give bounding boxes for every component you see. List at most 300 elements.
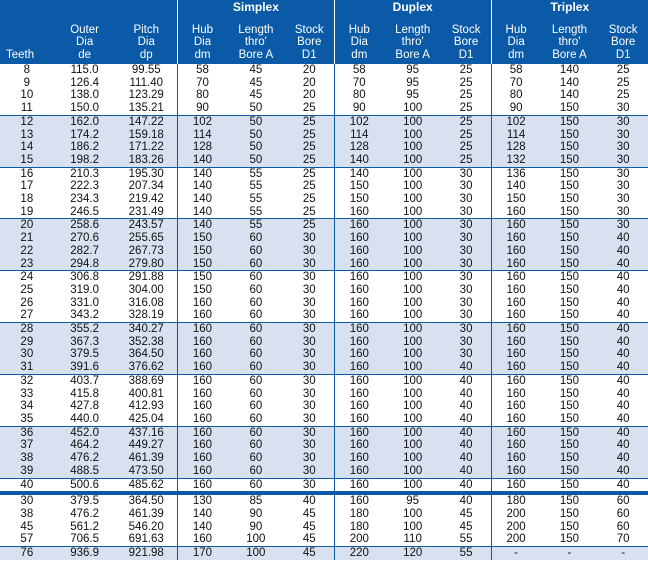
cell-duplex-bore: 40 — [442, 361, 492, 374]
cell-simplex-hub: 150 — [177, 258, 227, 271]
table-row — [0, 245, 648, 258]
cell-duplex-hub: 160 — [334, 478, 384, 491]
cell-pitch-dia: 461.39 — [128, 507, 164, 520]
cell-triplex-length: 150 — [559, 495, 580, 508]
cell-outer-dia: 282.7 — [54, 245, 116, 258]
cell-simplex-length: 60 — [227, 245, 285, 258]
cell-outer-dia: 500.6 — [54, 478, 116, 491]
cell-duplex-hub: 160 — [334, 271, 384, 284]
cell-simplex-hub: 150 — [177, 232, 227, 245]
cell-simplex-hub: 130 — [177, 495, 227, 508]
cell-triplex-bore: 60 — [616, 495, 630, 508]
table-row — [0, 193, 648, 206]
cell-simplex-bore: 30 — [302, 309, 316, 322]
cell-triplex-length: 150 — [541, 167, 599, 180]
cell-teeth: 22 — [0, 245, 54, 258]
cell-simplex-length: 60 — [227, 374, 285, 387]
cell-triplex-bore: 30 — [616, 205, 630, 218]
cell-duplex-hub: 160 — [334, 258, 384, 271]
triplex-stock-bore-header-line: Bore — [611, 36, 636, 48]
group-simplex: Simplex — [177, 0, 334, 14]
duplex-stock-bore-header-line: D1 — [458, 48, 474, 61]
cell-simplex-length: 90 — [249, 507, 263, 520]
cell-triplex-bore: 30 — [616, 193, 630, 206]
simplex-hub-dia-header-line: dm — [194, 48, 211, 61]
cell-duplex-bore: 45 — [459, 520, 473, 533]
cell-outer-dia: 367.3 — [54, 336, 116, 349]
cell-simplex-length: 60 — [227, 336, 285, 349]
cell-outer-dia: 440.0 — [70, 412, 99, 425]
cell-duplex-bore: 30 — [442, 167, 492, 180]
cell-outer-dia: 379.5 — [54, 348, 116, 361]
cell-simplex-length: 60 — [249, 387, 263, 400]
outer-dia-header-line: de — [78, 48, 91, 61]
cell-triplex-hub: 160 — [491, 388, 541, 401]
cell-simplex-length: 55 — [227, 167, 285, 180]
duplex-hub-dia-header-line: dm — [351, 48, 368, 61]
cell-simplex-length: 55 — [249, 205, 263, 218]
cell-teeth: 40 — [0, 478, 54, 491]
cell-teeth: 33 — [20, 387, 34, 400]
cell-triplex-hub: 160 — [491, 232, 541, 245]
cell-triplex-bore: 30 — [616, 102, 630, 115]
cell-duplex-hub: 160 — [334, 309, 384, 322]
cell-teeth: 21 — [0, 232, 54, 245]
cell-pitch-dia: 316.08 — [128, 296, 164, 309]
cell-simplex-hub: 140 — [177, 154, 227, 167]
table-row — [0, 206, 648, 219]
cell-simplex-hub: 160 — [177, 348, 227, 361]
cell-outer-dia: 415.8 — [70, 387, 99, 400]
cell-simplex-hub: 160 — [177, 439, 227, 452]
simplex-stock-bore-header-line: Bore — [297, 36, 322, 48]
cell-triplex-bore: 40 — [616, 387, 630, 400]
cell-simplex-hub: 160 — [177, 452, 227, 465]
cell-triplex-hub: 180 — [491, 495, 541, 508]
cell-triplex-bore: 30 — [598, 141, 648, 154]
cell-outer-dia: 270.6 — [54, 232, 116, 245]
cell-teeth: 10 — [20, 89, 34, 102]
duplex-length-header-line: thro' — [401, 36, 424, 48]
table-row — [0, 102, 648, 115]
cell-duplex-length: 100 — [403, 520, 423, 533]
cell-duplex-bore: 30 — [442, 245, 492, 258]
cell-pitch-dia: 123.29 — [128, 89, 164, 102]
cell-simplex-length: 50 — [227, 129, 285, 142]
cell-simplex-hub: 58 — [177, 64, 227, 77]
cell-simplex-length: 60 — [249, 296, 263, 309]
cell-triplex-length: 150 — [541, 115, 599, 128]
cell-duplex-length: 95 — [406, 76, 420, 89]
cell-duplex-bore: 25 — [442, 141, 492, 154]
cell-outer-dia: 162.0 — [54, 115, 116, 128]
cell-simplex-bore: 30 — [285, 258, 335, 271]
table-row — [0, 547, 648, 560]
cell-simplex-length: 60 — [249, 400, 263, 413]
cell-duplex-length: 100 — [384, 323, 442, 336]
cell-pitch-dia: 400.81 — [128, 387, 164, 400]
triplex-hub-dia-header-line: Hub — [505, 23, 527, 36]
cell-duplex-bore: 40 — [459, 387, 473, 400]
cell-duplex-length: 100 — [403, 387, 423, 400]
cell-teeth: 57 — [20, 533, 34, 546]
cell-duplex-length: 100 — [403, 309, 423, 322]
cell-simplex-hub: 160 — [177, 361, 227, 374]
cell-outer-dia: 234.3 — [70, 193, 99, 206]
cell-triplex-hub: 160 — [491, 361, 541, 374]
cell-duplex-hub: 180 — [334, 508, 384, 521]
cell-simplex-bore: 30 — [302, 400, 316, 413]
cell-triplex-bore: 40 — [616, 412, 630, 425]
header-blank — [0, 0, 177, 14]
group-duplex: Duplex — [334, 0, 491, 14]
cell-simplex-bore: 30 — [285, 232, 335, 245]
cell-pitch-dia: 340.27 — [116, 323, 178, 336]
cell-outer-dia: 246.5 — [70, 205, 99, 218]
cell-triplex-length: 150 — [541, 271, 599, 284]
cell-simplex-length: 100 — [246, 533, 266, 546]
cell-triplex-bore: 60 — [616, 507, 630, 520]
cell-duplex-bore: 25 — [459, 76, 473, 89]
cell-triplex-bore: 40 — [616, 309, 630, 322]
cell-triplex-bore: 30 — [598, 219, 648, 232]
cell-triplex-hub: 160 — [491, 284, 541, 297]
cell-outer-dia: 343.2 — [70, 309, 99, 322]
table-row — [0, 426, 648, 439]
table-row — [0, 284, 648, 297]
cell-teeth: 76 — [0, 547, 54, 560]
cell-simplex-bore: 30 — [285, 348, 335, 361]
cell-triplex-length: 150 — [541, 465, 599, 478]
cell-pitch-dia: 328.19 — [128, 309, 164, 322]
table-row — [0, 323, 648, 336]
cell-duplex-length: 100 — [384, 336, 442, 349]
cell-triplex-hub: 160 — [491, 258, 541, 271]
table-row — [0, 154, 648, 167]
cell-duplex-hub: 140 — [334, 167, 384, 180]
table-row — [0, 64, 648, 77]
cell-triplex-bore: 40 — [598, 336, 648, 349]
cell-triplex-length: 150 — [559, 180, 580, 193]
cell-duplex-bore: 55 — [442, 547, 492, 560]
cell-outer-dia: 488.5 — [54, 465, 116, 478]
cell-duplex-bore: 40 — [442, 426, 492, 439]
cell-triplex-length: 150 — [541, 232, 599, 245]
cell-duplex-length: 100 — [384, 361, 442, 374]
cell-triplex-bore: 40 — [598, 465, 648, 478]
cell-simplex-bore: 30 — [285, 323, 335, 336]
simplex-length-header-line: Length — [238, 23, 274, 36]
duplex-stock-bore-header — [442, 14, 492, 64]
cell-duplex-hub: 160 — [334, 426, 384, 439]
cell-duplex-bore: 25 — [459, 64, 473, 76]
duplex-hub-dia-header-line: Hub — [348, 23, 370, 36]
cell-triplex-hub: 160 — [491, 245, 541, 258]
table-row — [0, 180, 648, 193]
cell-simplex-length: 50 — [227, 115, 285, 128]
cell-outer-dia: 476.2 — [70, 507, 99, 520]
cell-duplex-length: 100 — [384, 374, 442, 387]
table-row — [0, 465, 648, 478]
cell-duplex-length: 100 — [403, 205, 423, 218]
cell-triplex-length: 150 — [541, 439, 599, 452]
cell-pitch-dia: 111.40 — [129, 76, 163, 89]
cell-simplex-length: 60 — [227, 271, 285, 284]
simplex-stock-bore-header — [285, 14, 335, 64]
cell-simplex-bore: 45 — [302, 533, 316, 546]
cell-simplex-hub: 150 — [177, 271, 227, 284]
cell-triplex-length: 150 — [541, 219, 599, 232]
cell-simplex-bore: 30 — [285, 336, 335, 349]
cell-triplex-bore: 40 — [616, 283, 630, 296]
table-row — [0, 388, 648, 401]
cell-triplex-hub: 160 — [491, 465, 541, 478]
cell-triplex-bore: - — [598, 547, 648, 560]
cell-pitch-dia: 473.50 — [116, 465, 178, 478]
cell-duplex-bore: 40 — [459, 495, 473, 508]
cell-teeth: 27 — [20, 309, 34, 322]
cell-duplex-hub: 160 — [334, 413, 384, 426]
cell-triplex-hub: 160 — [491, 309, 541, 322]
cell-outer-dia: 706.5 — [70, 533, 99, 546]
table-row — [0, 336, 648, 349]
cell-simplex-bore: 25 — [302, 180, 316, 193]
cell-pitch-dia: 364.50 — [116, 348, 178, 361]
cell-triplex-bore: 25 — [616, 64, 630, 76]
cell-teeth: 17 — [20, 180, 34, 193]
cell-duplex-hub: 160 — [334, 439, 384, 452]
cell-triplex-bore: 30 — [598, 167, 648, 180]
cell-teeth: 15 — [0, 154, 54, 167]
cell-duplex-hub: 160 — [334, 452, 384, 465]
cell-simplex-hub: 140 — [177, 193, 227, 206]
triplex-length-header — [541, 14, 599, 64]
cell-duplex-hub: 160 — [334, 219, 384, 232]
cell-pitch-dia: 691.63 — [128, 533, 164, 546]
cell-duplex-length: 100 — [384, 478, 442, 491]
cell-teeth: 30 — [0, 348, 54, 361]
cell-duplex-hub: 160 — [334, 388, 384, 401]
triplex-hub-dia-header-line: Dia — [507, 36, 525, 48]
cell-simplex-length: 60 — [249, 283, 263, 296]
cell-duplex-hub: 200 — [334, 533, 384, 546]
cell-simplex-length: 60 — [227, 452, 285, 465]
cell-teeth: 13 — [0, 129, 54, 142]
cell-simplex-hub: 160 — [177, 323, 227, 336]
cell-duplex-length: 120 — [384, 547, 442, 560]
cell-duplex-bore: 45 — [459, 507, 473, 520]
cell-triplex-length: 140 — [559, 89, 580, 102]
cell-pitch-dia: 159.18 — [116, 129, 178, 142]
cell-teeth: 30 — [20, 495, 34, 508]
cell-pitch-dia: 304.00 — [128, 283, 164, 296]
cell-duplex-hub: 160 — [334, 245, 384, 258]
cell-triplex-bore: 30 — [598, 115, 648, 128]
cell-teeth: 32 — [0, 374, 54, 387]
cell-teeth: 23 — [0, 258, 54, 271]
cell-outer-dia: 174.2 — [54, 129, 116, 142]
cell-duplex-length: 110 — [403, 533, 422, 546]
cell-simplex-length: 60 — [227, 258, 285, 271]
cell-duplex-bore: 40 — [442, 478, 492, 491]
table-row — [0, 89, 648, 102]
cell-simplex-length: 60 — [227, 426, 285, 439]
cell-teeth: 26 — [20, 296, 34, 309]
cell-teeth: 39 — [0, 465, 54, 478]
triplex-length-header-line: Bore A — [552, 48, 587, 61]
cell-simplex-bore: 25 — [302, 102, 316, 115]
cell-teeth: 19 — [20, 205, 34, 218]
cell-triplex-bore: 40 — [598, 323, 648, 336]
triplex-length-header-line: Length — [551, 23, 588, 36]
cell-simplex-length: 60 — [249, 412, 263, 425]
cell-triplex-hub: 90 — [491, 102, 541, 115]
cell-triplex-bore: 70 — [616, 533, 630, 546]
cell-duplex-bore: 40 — [459, 412, 473, 425]
duplex-length-header-line: Bore A — [395, 48, 430, 61]
cell-simplex-hub: 114 — [177, 129, 227, 142]
cell-triplex-length: 150 — [559, 520, 580, 533]
cell-duplex-bore: 30 — [459, 296, 473, 309]
cell-duplex-length: 100 — [403, 283, 423, 296]
cell-triplex-bore: 40 — [598, 258, 648, 271]
triplex-stock-bore-header — [598, 14, 648, 64]
cell-triplex-bore: 40 — [598, 439, 648, 452]
cell-duplex-hub: 58 — [334, 64, 384, 77]
cell-triplex-hub: 80 — [491, 89, 541, 102]
duplex-length-header-line: Length — [395, 23, 431, 36]
cell-duplex-bore: 30 — [459, 205, 473, 218]
cell-triplex-hub: 136 — [491, 167, 541, 180]
cell-duplex-hub: 160 — [334, 206, 384, 219]
table-row — [0, 374, 648, 387]
cell-simplex-bore: 20 — [302, 76, 316, 89]
cell-duplex-hub: 70 — [334, 77, 384, 90]
cell-triplex-length: 150 — [559, 400, 580, 413]
cell-duplex-hub: 180 — [334, 521, 384, 534]
cell-triplex-hub: 128 — [491, 141, 541, 154]
cell-teeth: 14 — [0, 141, 54, 154]
cell-simplex-length: 50 — [227, 141, 285, 154]
cell-pitch-dia: 219.42 — [128, 193, 164, 206]
cell-triplex-bore: 30 — [616, 180, 630, 193]
cell-duplex-length: 100 — [384, 245, 442, 258]
cell-triplex-length: 140 — [559, 64, 580, 76]
pitch-dia-header — [116, 14, 178, 64]
cell-teeth: 9 — [23, 76, 31, 89]
cell-duplex-hub: 140 — [334, 154, 384, 167]
cell-duplex-hub: 160 — [334, 374, 384, 387]
cell-duplex-length: 95 — [406, 64, 420, 76]
cell-triplex-length: 150 — [541, 374, 599, 387]
cell-triplex-bore: 40 — [598, 232, 648, 245]
cell-triplex-length: 150 — [541, 452, 599, 465]
simplex-length-header-line: thro' — [244, 36, 267, 48]
cell-triplex-length: 150 — [559, 387, 580, 400]
cell-duplex-hub: 160 — [334, 323, 384, 336]
cell-simplex-bore: 30 — [285, 245, 335, 258]
cell-simplex-bore: 40 — [302, 495, 316, 508]
cell-pitch-dia: 376.62 — [116, 361, 178, 374]
cell-triplex-hub: 200 — [491, 508, 541, 521]
cell-simplex-length: 60 — [227, 232, 285, 245]
cell-simplex-hub: 160 — [177, 426, 227, 439]
cell-simplex-bore: 25 — [302, 205, 316, 218]
cell-duplex-hub: 160 — [334, 400, 384, 413]
triplex-stock-bore-header-line: Stock — [608, 23, 638, 36]
cell-triplex-bore: 40 — [598, 271, 648, 284]
cell-triplex-length: 150 — [541, 245, 599, 258]
cell-outer-dia: 561.2 — [70, 520, 99, 533]
cell-teeth: 11 — [20, 102, 33, 115]
cell-duplex-bore: 30 — [459, 180, 473, 193]
cell-simplex-hub: 140 — [177, 219, 227, 232]
cell-simplex-hub: 150 — [177, 284, 227, 297]
cell-duplex-bore: 30 — [442, 258, 492, 271]
table-row — [0, 167, 648, 180]
cell-duplex-length: 100 — [384, 219, 442, 232]
cell-simplex-bore: 25 — [285, 154, 335, 167]
cell-duplex-length: 100 — [384, 271, 442, 284]
table-row — [0, 508, 648, 521]
cell-simplex-bore: 30 — [285, 426, 335, 439]
cell-simplex-length: 50 — [227, 154, 285, 167]
cell-teeth: 34 — [20, 400, 34, 413]
table-row — [0, 309, 648, 322]
cell-triplex-bore: 40 — [598, 426, 648, 439]
cell-duplex-length: 100 — [403, 180, 423, 193]
cell-simplex-bore: 25 — [285, 115, 335, 128]
cell-triplex-hub: 160 — [491, 413, 541, 426]
cell-teeth: 8 — [23, 64, 31, 76]
cell-simplex-hub: 160 — [177, 400, 227, 413]
cell-simplex-hub: 150 — [177, 245, 227, 258]
cell-triplex-hub: 160 — [491, 323, 541, 336]
cell-simplex-hub: 160 — [177, 478, 227, 491]
cell-simplex-bore: 45 — [285, 547, 335, 560]
table-row — [0, 413, 648, 426]
cell-simplex-bore: 30 — [285, 271, 335, 284]
cell-duplex-hub: 90 — [334, 102, 384, 115]
cell-triplex-hub: 160 — [491, 439, 541, 452]
cell-duplex-bore: 55 — [459, 533, 473, 546]
cell-outer-dia: 186.2 — [54, 141, 116, 154]
cell-duplex-length: 100 — [384, 439, 442, 452]
cell-duplex-bore: 30 — [442, 348, 492, 361]
cell-duplex-bore: 25 — [442, 129, 492, 142]
cell-duplex-bore: 30 — [442, 336, 492, 349]
pitch-dia-header-line: Dia — [137, 36, 155, 48]
cell-simplex-bore: 45 — [302, 520, 316, 533]
cell-triplex-length: 150 — [541, 478, 599, 491]
cell-simplex-hub: 90 — [177, 102, 227, 115]
cell-simplex-bore: 30 — [285, 452, 335, 465]
cell-simplex-bore: 25 — [285, 129, 335, 142]
cell-duplex-hub: 220 — [334, 547, 384, 560]
cell-duplex-bore: 40 — [442, 465, 492, 478]
cell-simplex-bore: 45 — [302, 507, 316, 520]
cell-triplex-length: 150 — [559, 309, 580, 322]
table-row — [0, 297, 648, 310]
cell-simplex-length: 45 — [249, 89, 263, 102]
cell-pitch-dia: 388.69 — [116, 374, 178, 387]
cell-simplex-bore: 30 — [285, 439, 335, 452]
cell-triplex-hub: 160 — [491, 452, 541, 465]
cell-triplex-hub: 200 — [491, 521, 541, 534]
cell-pitch-dia: 183.26 — [116, 154, 178, 167]
cell-pitch-dia: 255.65 — [116, 232, 178, 245]
cell-teeth: 36 — [0, 426, 54, 439]
